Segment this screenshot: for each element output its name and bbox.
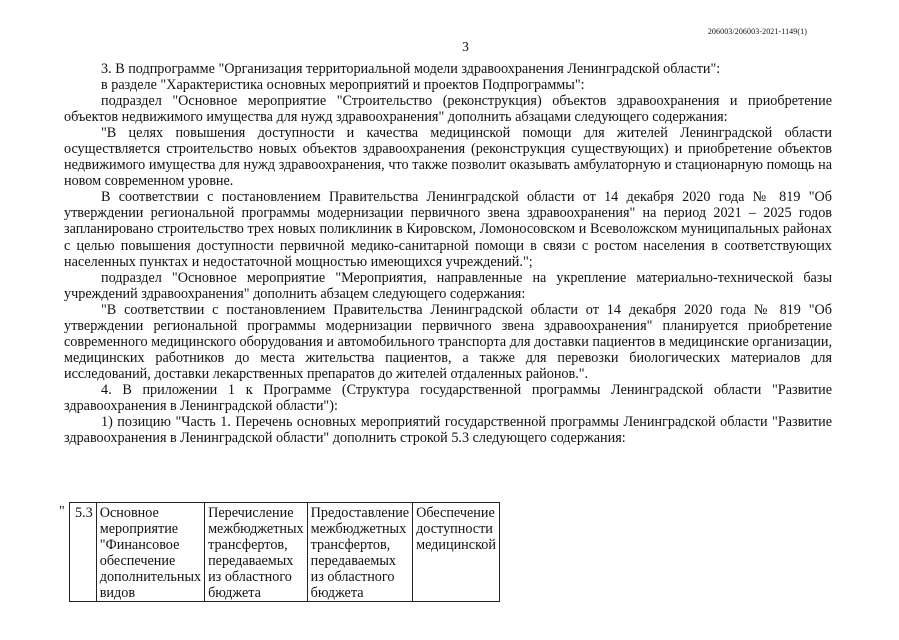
program-structure-table — [69, 502, 500, 602]
paragraph-subsection-equipment: подраздел "Основное мероприятие "Мероприятия, направленные на укрепление материально-технической базы учреждений здравоохранения" дополнить абзацем следующего содержания: — [64, 269, 832, 302]
paragraph-item-4: 4. В приложении 1 к Программе (Структура государственной программы Ленинградской области "Развитие здравоохранения в Ленинградской области"): — [64, 381, 832, 414]
document-body — [64, 61, 832, 446]
cell-measure-name: Основное мероприятие "Финансовое обеспечение дополнительных видов — [96, 503, 204, 602]
paragraph-subsection-construction: подраздел "Основное мероприятие "Строительство (реконструкция) объектов здравоохранения и приобретение объектов недвижимого имущества для нужд здравоохранения" дополнить абзацами следующего содержания: — [64, 93, 832, 126]
table-row — [70, 503, 500, 602]
cell-funding-form: Перечисление межбюджетных трансфертов, передаваемых из областного бюджета — [205, 503, 308, 602]
paragraph-section-reference: в разделе "Характеристика основных мероприятий и проектов Подпрограммы": — [101, 77, 585, 94]
paragraph-quote-accessibility: "В целях повышения доступности и качества медицинской помощи для жителей Ленинградской области осуществляется строительство новых объектов здравоохранения (реконструкция существующих) и приобретение объектов недвижимого имущества для нужд здравоохранения, что также позволит оказывать амбулаторную и стационарную помощь на новом современном уровне. — [64, 125, 832, 190]
paragraph-quote-polyclinics: В соответствии с постановлением Правительства Ленинградской области от 14 декабря 2020 года № 819 "Об утверждении региональной программы модернизации первичного звена здравоохранения" на период 2021 – 2025 годов запланировано строительство трех новых поликлиник в Кировском, Ломоносовском и Всеволожском муниципальных районах с целью повышения доступности первичной медико-санитарной помощи в связи с ростом населения в соответствующих населенных пунктах и недостаточной мощностью имеющихся учреждений."; — [64, 189, 832, 270]
cell-provision-form: Предоставление межбюджетных трансфертов, передаваемых из областного бюджета — [307, 503, 412, 602]
paragraph-quote-equipment: "В соответствии с постановлением Правительства Ленинградской области от 14 декабря 2020 года № 819 "Об утверждении региональной программы модернизации первичного звена здравоохранения" планируется приобретение современного медицинского оборудования и автомобильного транспорта для доставки пациентов в медицинские организации, медицинских работников до места жительства пациентов, а также для перевозки биологических материалов для исследований, доставки лекарственных препаратов до жителей отдаленных районов.". — [64, 301, 832, 382]
table-opening-quote: " — [59, 504, 65, 519]
document-registration-number: 206003/206003-2021-1149(1) — [707, 27, 807, 36]
cell-row-number: 5.3 — [70, 503, 97, 602]
paragraph-position-1: 1) позицию "Часть 1. Перечень основных мероприятий государственной программы Ленинградской области "Развитие здравоохранения в Ленинградской области" дополнить строкой 5.3 следующего содержания: — [64, 414, 832, 447]
cell-expected-result: Обеспечение доступности медицинской — [413, 503, 500, 602]
page-number: 3 — [462, 39, 469, 54]
paragraph-item-3: 3. В подпрограмме "Организация территориальной модели здравоохранения Ленинградской области": — [101, 61, 721, 77]
